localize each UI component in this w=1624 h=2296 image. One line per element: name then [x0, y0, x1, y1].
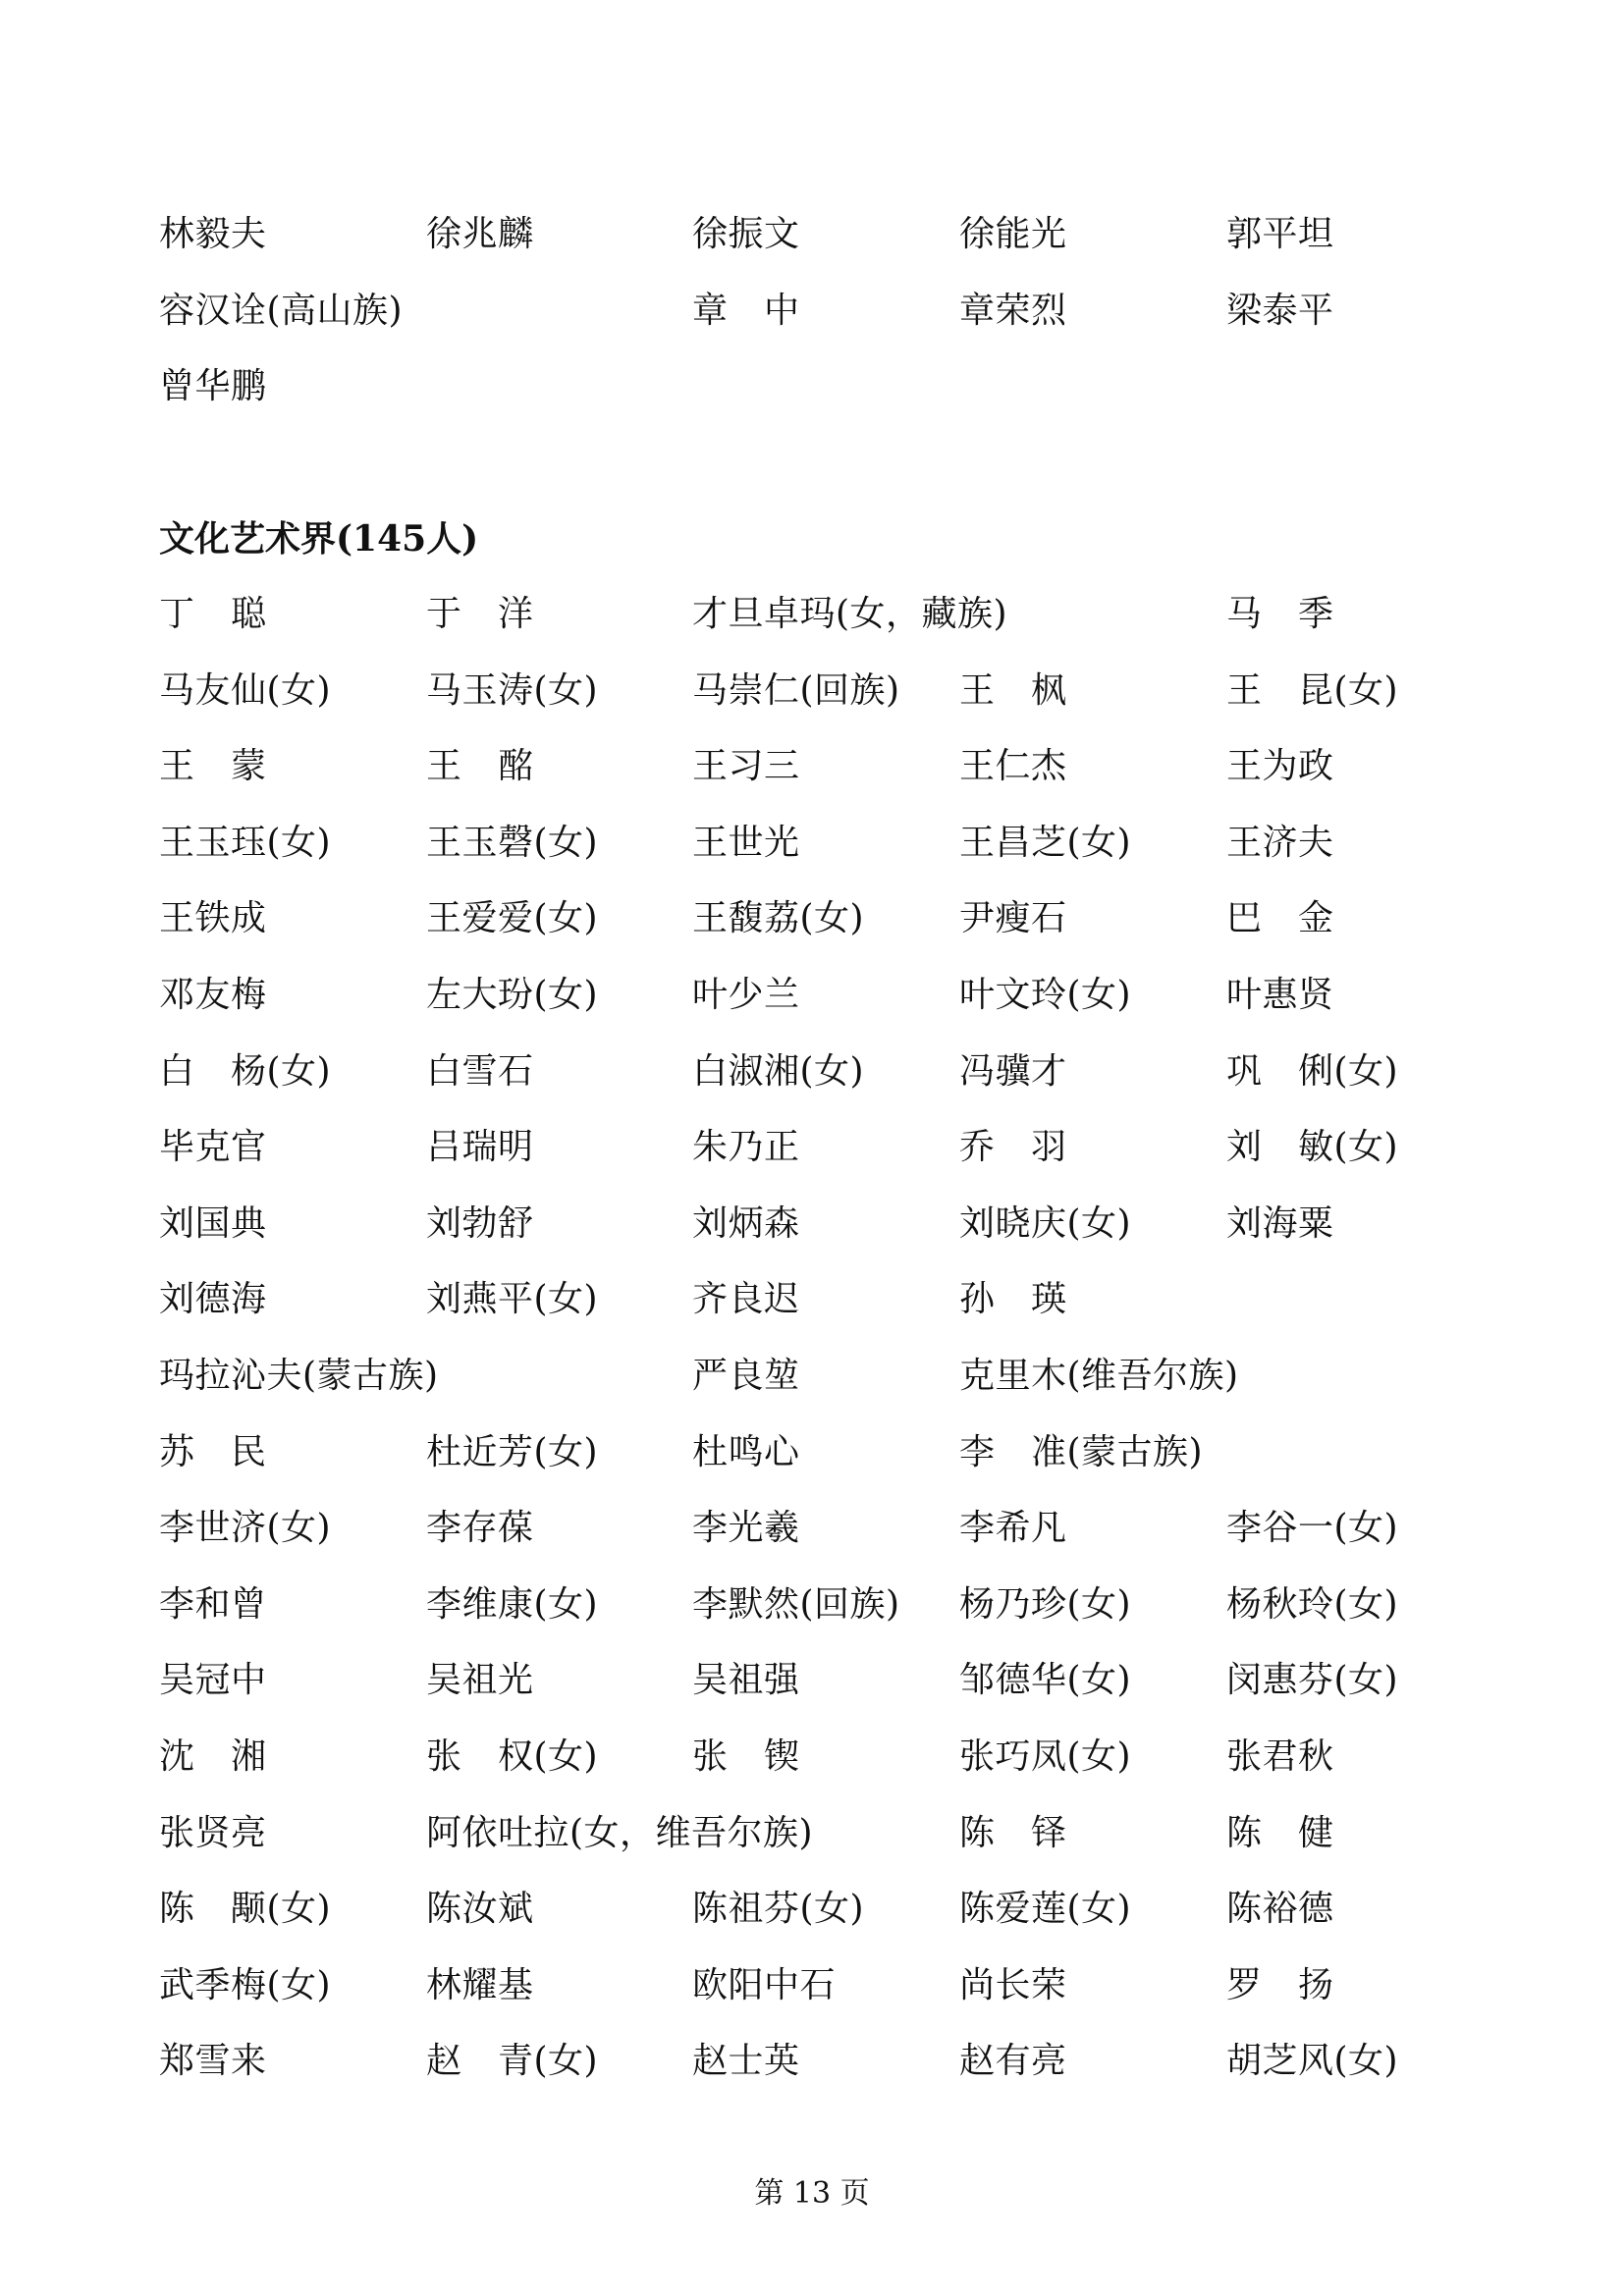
person-name: 阿依吐拉(女，维吾尔族)	[426, 1812, 814, 1853]
person-name: 马玉涛(女)	[426, 669, 599, 711]
person-name: 曾华鹏	[159, 366, 267, 407]
name-row	[159, 819, 1475, 895]
person-name: 苏 民	[159, 1431, 267, 1472]
person-name: 叶文玲(女)	[959, 974, 1132, 1015]
person-name: 张君秋	[1226, 1735, 1334, 1777]
person-name: 马友仙(女)	[159, 669, 332, 711]
person-name: 丁 聪	[159, 594, 267, 634]
name-row	[159, 1352, 1475, 1428]
person-name: 陈 颙(女)	[159, 1889, 332, 1930]
person-name: 白雪石	[426, 1050, 534, 1092]
name-row	[159, 1428, 1475, 1505]
person-name: 陈 健	[1226, 1812, 1334, 1853]
person-name: 朱乃正	[692, 1127, 800, 1168]
person-name: 王馥荔(女)	[692, 898, 865, 939]
person-name: 徐能光	[959, 214, 1067, 254]
person-name: 王玉珏(女)	[159, 822, 332, 863]
person-name: 沈 湘	[159, 1735, 267, 1777]
person-name: 白 杨(女)	[159, 1050, 332, 1092]
person-name: 陈祖芬(女)	[692, 1889, 865, 1930]
person-name: 陈裕德	[1226, 1889, 1334, 1930]
person-name: 杨乃珍(女)	[959, 1583, 1132, 1625]
person-name: 罗 扬	[1226, 1964, 1334, 2005]
person-name: 李 准(蒙古族)	[959, 1431, 1204, 1472]
name-row	[159, 287, 1475, 363]
person-name: 陈汝斌	[426, 1889, 534, 1930]
name-row	[159, 894, 1475, 971]
person-name: 杨秋玲(女)	[1226, 1583, 1399, 1625]
person-name: 李和曾	[159, 1583, 267, 1625]
name-row	[159, 210, 1475, 287]
name-row	[159, 2037, 1475, 2113]
section-title: 文化艺术界(145人)	[159, 518, 479, 560]
person-name: 刘燕平(女)	[426, 1279, 599, 1320]
person-name: 刘勃舒	[426, 1202, 534, 1244]
person-name: 刘国典	[159, 1202, 267, 1244]
person-name: 张 权(女)	[426, 1735, 599, 1777]
person-name: 巩 俐(女)	[1226, 1050, 1399, 1092]
person-name: 孙 瑛	[959, 1279, 1067, 1320]
name-row	[159, 1885, 1475, 1961]
person-name: 陈 铎	[959, 1812, 1067, 1853]
person-name: 克里木(维吾尔族)	[959, 1355, 1239, 1396]
person-name: 王世光	[692, 822, 800, 863]
person-name: 胡芝风(女)	[1226, 2041, 1399, 2082]
name-row	[159, 590, 1475, 667]
name-row	[159, 667, 1475, 743]
person-name: 冯骥才	[959, 1050, 1067, 1092]
person-name: 李希凡	[959, 1508, 1067, 1549]
name-list-continued	[159, 210, 1475, 439]
person-name: 李维康(女)	[426, 1583, 599, 1625]
person-name: 才旦卓玛(女，藏族)	[692, 594, 1008, 634]
person-name: 李默然(回族)	[692, 1583, 900, 1625]
person-name: 邓友梅	[159, 974, 267, 1015]
person-name: 刘德海	[159, 1279, 267, 1320]
name-row	[159, 1656, 1475, 1733]
person-name: 王 蒙	[159, 746, 267, 787]
person-name: 陈爱莲(女)	[959, 1889, 1132, 1930]
person-name: 王仁杰	[959, 746, 1067, 787]
person-name: 张 锲	[692, 1735, 800, 1777]
person-name: 闵惠芬(女)	[1226, 1660, 1399, 1701]
person-name: 王 昆(女)	[1226, 669, 1399, 711]
person-name: 吴祖光	[426, 1660, 534, 1701]
person-name: 于 洋	[426, 594, 534, 634]
person-name: 白淑湘(女)	[692, 1050, 865, 1092]
person-name: 毕克官	[159, 1127, 267, 1168]
person-name: 张巧凤(女)	[959, 1735, 1132, 1777]
name-row	[159, 1200, 1475, 1276]
person-name: 刘 敏(女)	[1226, 1127, 1399, 1168]
name-row	[159, 742, 1475, 819]
person-name: 吴祖强	[692, 1660, 800, 1701]
person-name: 王爱爱(女)	[426, 898, 599, 939]
person-name: 巴 金	[1226, 898, 1334, 939]
person-name: 李存葆	[426, 1508, 534, 1549]
person-name: 李光羲	[692, 1508, 800, 1549]
person-name: 刘海粟	[1226, 1202, 1334, 1244]
person-name: 齐良迟	[692, 1279, 800, 1320]
name-row	[159, 1809, 1475, 1886]
person-name: 王昌芝(女)	[959, 822, 1132, 863]
person-name: 王济夫	[1226, 822, 1334, 863]
person-name: 徐振文	[692, 214, 800, 254]
name-row	[159, 1047, 1475, 1124]
person-name: 容汉诠(高山族)	[159, 290, 404, 331]
person-name: 王为政	[1226, 746, 1334, 787]
name-row	[159, 362, 1475, 439]
person-name: 刘晓庆(女)	[959, 1202, 1132, 1244]
person-name: 乔 羽	[959, 1127, 1067, 1168]
name-row	[159, 971, 1475, 1047]
person-name: 李世济(女)	[159, 1508, 332, 1549]
person-name: 叶惠贤	[1226, 974, 1334, 1015]
person-name: 王 酩	[426, 746, 534, 787]
person-name: 张贤亮	[159, 1812, 267, 1853]
person-name: 刘炳森	[692, 1202, 800, 1244]
name-list-culture-arts	[159, 590, 1475, 2113]
person-name: 郑雪来	[159, 2041, 267, 2082]
person-name: 林毅夫	[159, 214, 267, 254]
name-row	[159, 1961, 1475, 2038]
person-name: 吴冠中	[159, 1660, 267, 1701]
person-name: 赵士英	[692, 2041, 800, 2082]
person-name: 章荣烈	[959, 290, 1067, 331]
person-name: 左大玢(女)	[426, 974, 599, 1015]
name-row	[159, 1580, 1475, 1657]
person-name: 王习三	[692, 746, 800, 787]
person-name: 章 中	[692, 290, 800, 331]
person-name: 王 枫	[959, 669, 1067, 711]
person-name: 尹瘦石	[959, 898, 1067, 939]
person-name: 严良堃	[692, 1355, 800, 1396]
person-name: 林耀基	[426, 1964, 534, 2005]
person-name: 赵有亮	[959, 2041, 1067, 2082]
person-name: 邹德华(女)	[959, 1660, 1132, 1701]
name-row	[159, 1504, 1475, 1580]
person-name: 玛拉沁夫(蒙古族)	[159, 1355, 439, 1396]
name-row	[159, 1123, 1475, 1200]
name-row	[159, 1733, 1475, 1809]
person-name: 欧阳中石	[692, 1964, 837, 2005]
person-name: 王铁成	[159, 898, 267, 939]
person-name: 吕瑞明	[426, 1127, 534, 1168]
person-name: 徐兆麟	[426, 214, 534, 254]
person-name: 叶少兰	[692, 974, 800, 1015]
person-name: 杜近芳(女)	[426, 1431, 599, 1472]
person-name: 梁泰平	[1226, 290, 1334, 331]
page-number: 第 13 页	[754, 2176, 870, 2211]
person-name: 尚长荣	[959, 1964, 1067, 2005]
person-name: 马崇仁(回族)	[692, 669, 900, 711]
person-name: 郭平坦	[1226, 214, 1334, 254]
person-name: 王玉磬(女)	[426, 822, 599, 863]
person-name: 李谷一(女)	[1226, 1508, 1399, 1549]
name-row	[159, 1275, 1475, 1352]
person-name: 赵 青(女)	[426, 2041, 599, 2082]
person-name: 杜鸣心	[692, 1431, 800, 1472]
person-name: 马 季	[1226, 594, 1334, 634]
person-name: 武季梅(女)	[159, 1964, 332, 2005]
